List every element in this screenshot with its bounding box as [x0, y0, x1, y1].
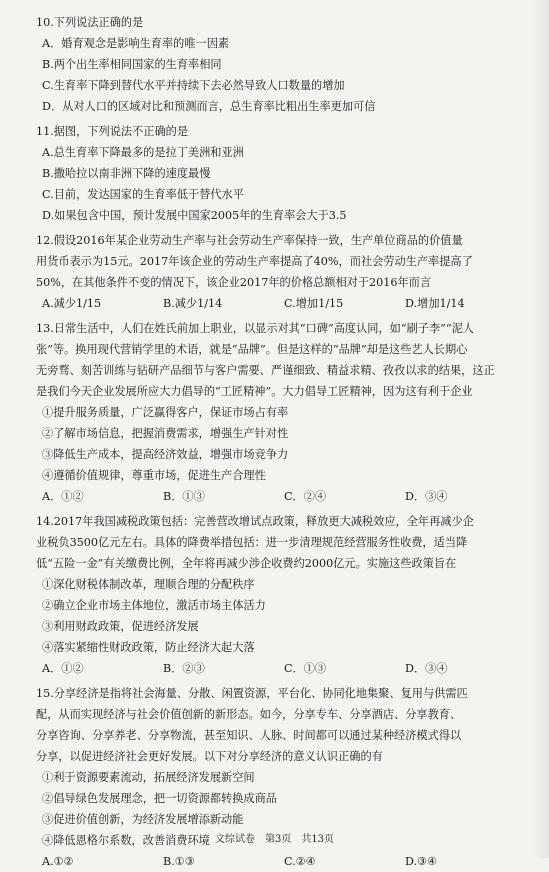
statement-4: ④降低恩格尔系数，改善消费环境	[42, 834, 210, 847]
question-14	[36, 511, 526, 679]
statement-3: ③促进价值创新，为经济发展增添新动能	[42, 813, 244, 826]
answer-options	[42, 658, 526, 679]
question-stem-line: 分享，以促进经济社会更好发展。以下对分享经济的意义认识正确的有	[36, 750, 383, 763]
option-b: B.减少1/14	[163, 297, 223, 310]
option-c: C.增加1/15	[284, 297, 344, 310]
question-10	[36, 12, 526, 117]
statement-1: ①深化财税体制改革，理顺合理的分配秩序	[42, 578, 255, 591]
option-b: B.两个出生率相同国家的生育率相同	[42, 58, 222, 71]
statement-1: ①提升服务质量，广泛赢得客户，保证市场占有率	[42, 406, 289, 419]
statement-2: ②倡导绿色发展理念，把一切资源都转换成商品	[42, 792, 277, 805]
statement-4: ④落实紧缩性财政政策，防止经济大起大落	[42, 641, 255, 654]
option-d: D.③④	[405, 855, 438, 868]
question-12	[36, 230, 526, 314]
question-stem: 11.据图，下列说法不正确的是	[36, 125, 189, 138]
question-stem-line: 12.假设2016年某企业劳动生产率与社会劳动生产率保持一致，生产单位商品的价值量	[36, 234, 463, 247]
option-b: B.撒哈拉以南非洲下降的速度最慢	[42, 167, 211, 180]
option-a: A.减少1/15	[42, 297, 102, 310]
question-13	[36, 318, 526, 507]
page-edge-shadow	[531, 0, 549, 858]
question-stem-line: 50%，在其他条件不变的情况下，该企业2017年的价格总额相对于2016年而言	[36, 276, 432, 289]
question-stem-line: 配，从而实现经济与社会价值创新的新形态。如今，分享专车、分享酒店、分享教育、	[36, 708, 462, 721]
option-d: D.增加1/14	[405, 297, 465, 310]
option-a: A.总生育率下降最多的是拉丁美洲和亚洲	[42, 146, 244, 159]
question-stem-line: 13.日常生活中，人们在姓氏前加上职业，以显示对其“口碑”高度认同，如“刷子李”“泥人	[36, 322, 474, 335]
statement-2: ②确立企业市场主体地位，激活市场主体活力	[42, 599, 266, 612]
option-a: A．①②	[42, 490, 84, 503]
option-a: A．婚育观念是影响生育率的唯一因素	[42, 37, 230, 50]
statement-2: ②了解市场信息，把握消费需求，增强生产针对性	[42, 427, 289, 440]
question-stem-line: 用货币表示为15元。2017年该企业的劳动生产率提高了40%，而社会劳动生产率提高了	[36, 255, 473, 268]
statement-3: ③降低生产成本，提高经济效益，增强市场竞争力	[42, 448, 289, 461]
option-c: C．②④	[284, 490, 327, 503]
option-c: C.目前，发达国家的生育率低于替代水平	[42, 188, 244, 201]
answer-options	[42, 293, 526, 314]
option-d: D．③④	[405, 490, 448, 503]
option-b: B．②③	[163, 662, 205, 675]
question-stem-line: 14.2017年我国减税政策包括：完善营改增试点政策，释放更大减税效应，全年再减少企	[36, 515, 474, 528]
option-d: D．③④	[405, 662, 448, 675]
option-a: A．①②	[42, 662, 84, 675]
question-stem-line: 无旁骛、刻苦训练与钻研产品细节与客户需要、严谨细致、精益求精、孜孜以求的结果，这正	[36, 364, 495, 377]
statement-1: ①利于资源要素流动，拓展经济发展新空间	[42, 771, 255, 784]
answer-options	[42, 851, 526, 872]
exam-page	[36, 12, 526, 872]
answer-options	[42, 486, 526, 507]
option-d: D.如果包含中国，预计发展中国家2005年的生育率会大于3.5	[42, 209, 347, 222]
option-b: B.①③	[163, 855, 195, 868]
question-stem-line: 业税负3500亿元左右。具体的降费举措包括：进一步清理规范经营服务性收费，适当降	[36, 536, 468, 549]
statement-4: ④遵循价值规律，尊重市场，促进生产合理性	[42, 469, 266, 482]
option-c: C.②④	[284, 855, 316, 868]
question-stem: 10.下列说法正确的是	[36, 16, 144, 29]
option-c: C．①③	[284, 662, 327, 675]
question-stem-line: 张”等。换用现代营销学里的术语，就是“品牌”。但是这样的“品牌”却是这些艺人长期心	[36, 343, 468, 356]
statement-3: ③利用财政政策，促进经济发展	[42, 620, 199, 633]
page-footer: 文综试卷 第3页 共13页	[214, 834, 335, 845]
question-11	[36, 121, 526, 226]
question-stem-line: 15.分享经济是指将社会海量、分散、闲置资源，平台化、协同化地集聚、复用与供需匹	[36, 687, 468, 700]
option-a: A.①②	[42, 855, 74, 868]
question-stem-line: 是我们今天企业发展所应大力倡导的“工匠精神”。大力倡导工匠精神，因为这有利于企业	[36, 385, 473, 398]
option-d: D．从对人口的区域对比和预测而言，总生育率比粗出生率更加可信	[42, 100, 376, 113]
option-b: B．①③	[163, 490, 205, 503]
question-stem-line: 低“五险一金”有关缴费比例，全年将再减少涉企收费约2000亿元。实施这些政策旨在	[36, 557, 457, 570]
option-c: C.生育率下降到替代水平并持续下去必然导致人口数量的增加	[42, 79, 345, 92]
question-stem-line: 分享咨询、分享养老、分享物流，甚至知识、人脉、时间都可以通过某种经济模式得以	[36, 729, 462, 742]
